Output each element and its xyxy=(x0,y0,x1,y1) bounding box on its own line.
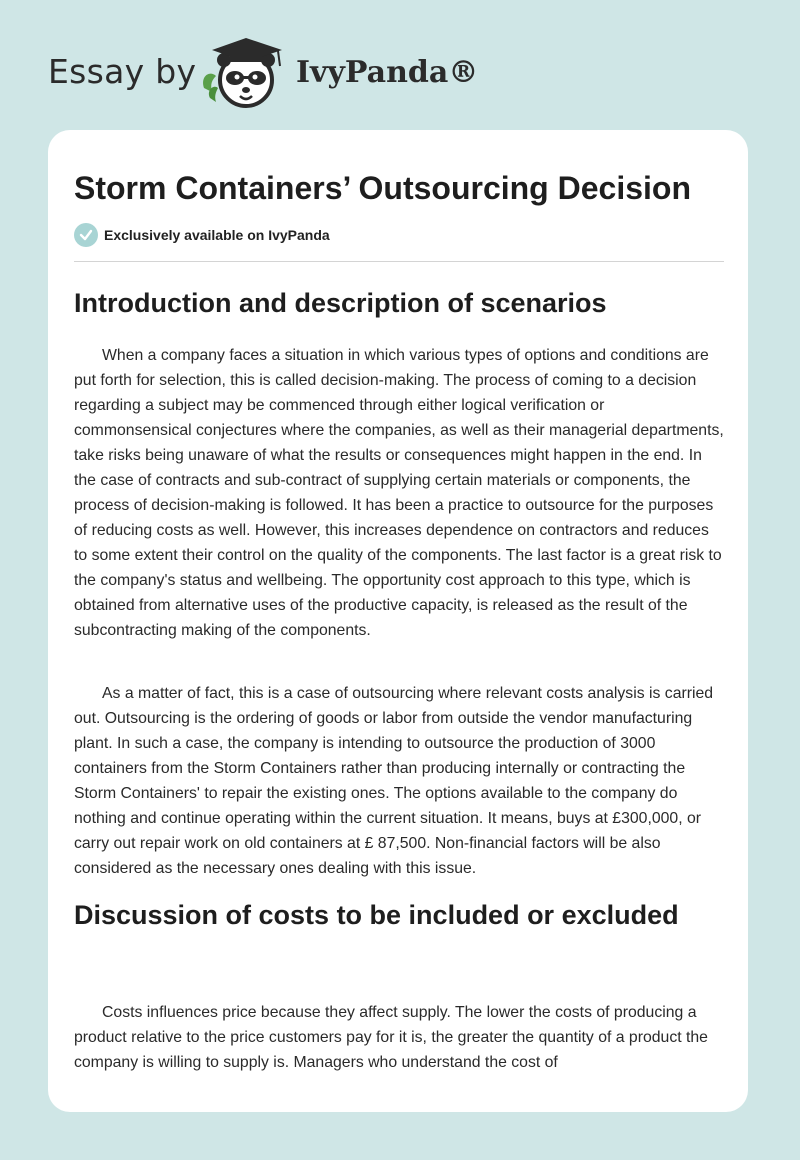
paragraph: As a matter of fact, this is a case of outsourcing where relevant costs analysis is carried out. Outsourcing is the ordering of goods or labor from outside the vendor manufacturing plant. In such a case, the company is intending to outsource the production of 3000 containers from the Storm Containers rather than producing internally or contracting the Storm Containers' to repair the existing ones. The options available to the company do nothing and continue operating within the current situation. It means, buys at £300,000, or carry out repair work on old containers at £ 87,500. Non-financial factors will be also considered as the necessary ones dealing with this issue. xyxy=(74,685,714,877)
divider xyxy=(74,261,724,262)
paragraph: Costs influences price because they affect supply. The lower the costs of producing a product relative to the price customers pay for it is, the greater the quantity of a product the company is willing to supply is. Managers who understand the cost of xyxy=(74,1004,708,1071)
brand-name[interactable]: IvyPanda® xyxy=(296,55,479,90)
site-header xyxy=(0,0,800,130)
section-heading-introduction: Introduction and description of scenarios xyxy=(74,288,607,318)
essay-by-label: Essay by xyxy=(48,52,197,91)
check-icon xyxy=(74,223,98,247)
essay-card xyxy=(48,130,748,1112)
section-heading-costs: Discussion of costs to be included or excluded xyxy=(74,900,679,930)
paragraph: When a company faces a situation in which various types of options and conditions are put forth for selection, this is called decision-making. The process of coming to a decision regarding a subject may be commenced through either logical verification or commonsensical conjectures where the companies, as well as their managerial departments, take risks being unaware of what the results or consequences might happen in the end. In the case of contracts and sub-contract of supplying certain materials or components, the process of decision-making is followed. It has been a practice to outsource for the purposes of reducing costs as well. However, this increases dependence on contractors and reduces to some extent their control on the quality of the components. The last factor is a great risk to the company's status and wellbeing. The opportunity cost approach to this type, which is obtained from alternative uses of the productive capacity, is released as the result of the subcontracting making of the components. xyxy=(74,347,724,639)
exclusive-badge xyxy=(74,222,330,248)
panda-logo-icon[interactable] xyxy=(200,36,290,110)
exclusive-badge-label: Exclusively available on IvyPanda xyxy=(104,227,330,243)
page-title: Storm Containers’ Outsourcing Decision xyxy=(74,170,691,206)
